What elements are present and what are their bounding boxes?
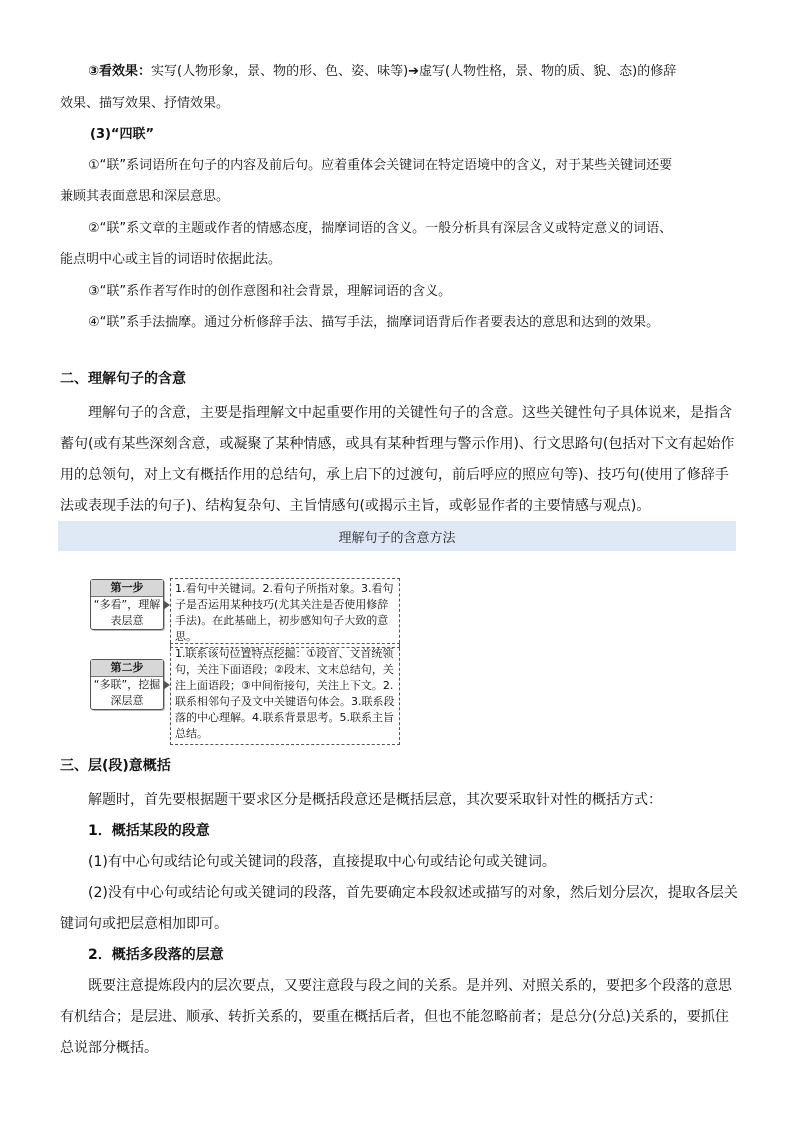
step-1-arrow-icon xyxy=(163,600,170,610)
effect-line-2: 效果、描写效果、抒情效果。 xyxy=(60,96,230,111)
effect-line xyxy=(88,62,676,82)
step-1-label-1: “多看”，理解 xyxy=(93,598,161,611)
section-2-para-line-3: 用的总领句，对上文有概括作用的总结句，承上启下的过渡句，前后呼应的照应句等)、技巧句(使用了修辞手 xyxy=(60,467,729,483)
sub-1-point-1: (1)有中心句或结论句或关键词的段落，直接提取中心句或结论句或关键词。 xyxy=(88,854,556,870)
section-2-para-line-2: 蓄句(或有某些深刻含意，或凝聚了某种情感，或具有某种哲理与警示作用)、行文思路句(包括对下文有起始作 xyxy=(60,436,735,452)
step-2-label-2: 深层意 xyxy=(110,694,144,707)
sub-2-line-2: 有机结合；是层进、顺承、转折关系的，要重在概括后者，但也不能忽略前者；是总分(分总)关系的，要抓住 xyxy=(60,1009,729,1025)
link-2-line-2: 能点明中心或主旨的词语时依据此法。 xyxy=(60,252,282,267)
step-1-text: 1.看句中关键词。2.看句子所指对象。3.看句子是否运用某种技巧(尤其关注是否使用修辞手法)。在此基础上，初步感知句子大致的意思。 xyxy=(170,578,400,648)
step-2-text: 1.联系该句位置特点挖掘：①段首、文首统领句，关注下面语段；②段末、文末总结句，关注上面语段；③中间衔接句，关注上下文。2.联系相邻句子及文中关键语句体会。3.联系段落的中心理解。4.联系背景思考。5.联系主旨总结。 xyxy=(170,643,400,745)
section-3-sub-2: 2．概括多段落的层意 xyxy=(88,947,224,963)
step-1-box xyxy=(90,579,164,630)
effect-rest: 实写(人物形象，景、物的形、色、姿、味等)➔虚写(人物性格，景、物的质、貌、态)的修辞 xyxy=(151,64,677,79)
link-2-line-1: ②“联”系文章的主题或作者的情感态度，揣摩词语的含义。一般分析具有深层含义或特定意义的词语、 xyxy=(88,221,673,236)
link-3: ③“联”系作者写作时的创作意图和社会背景，理解词语的含义。 xyxy=(88,284,452,299)
four-links-heading: (3)“四联” xyxy=(90,127,155,142)
step-2-head: 第二步 xyxy=(91,660,163,677)
effect-lead: ③看效果： xyxy=(88,64,152,79)
sub-1-point-2-line-1: (2)没有中心句或结论句或关键词的段落，首先要确定本段叙述或描写的对象，然后划分层次，提取各层关 xyxy=(88,885,738,901)
section-2-para-line-1: 理解句子的含意，主要是指理解文中起重要作用的关键性句子的含意。这些关键性句子具体说来，是指含 xyxy=(88,405,732,421)
sub-2-line-1: 既要注意提炼段内的层次要点，又要注意段与段之间的关系。是并列、对照关系的，要把多个段落的意思 xyxy=(88,978,732,994)
step-1-label-2: 表层意 xyxy=(110,614,144,627)
section-2-para-line-4: 法或表现手法的句子)、结构复杂句、主旨情感句(或揭示主旨，或彰显作者的主要情感与观点)。 xyxy=(60,498,651,514)
sub-1-point-2-line-2: 键词句或把层意相加即可。 xyxy=(60,916,228,932)
section-3-heading: 三、层(段)意概括 xyxy=(60,758,171,774)
link-4: ④“联”系手法揣摩。通过分析修辞手法、描写手法，揣摩词语背后作者要表达的意思和达到的效果。 xyxy=(88,315,660,330)
link-1-line-1: ①“联”系词语所在句子的内容及前后句。应着重体会关键词在特定语境中的含义，对于某些关键词还要 xyxy=(88,158,673,173)
step-2-label-1: “多联”，挖掘 xyxy=(93,678,161,691)
sub-2-line-3: 总说部分概括。 xyxy=(60,1040,158,1056)
section-3-intro: 解题时，首先要根据题干要求区分是概括段意还是概括层意，其次要采取针对性的概括方式： xyxy=(88,792,662,808)
method-banner-title: 理解句子的含意方法 xyxy=(338,530,456,546)
step-1-head: 第一步 xyxy=(91,580,163,597)
step-2-arrow-icon xyxy=(163,680,170,690)
method-banner xyxy=(58,521,736,551)
section-2-heading: 二、理解句子的含意 xyxy=(60,371,186,387)
section-3-sub-1: 1．概括某段的段意 xyxy=(88,823,210,839)
step-2-box xyxy=(90,659,164,710)
link-1-line-2: 兼顾其表面意思和深层意思。 xyxy=(60,189,230,204)
